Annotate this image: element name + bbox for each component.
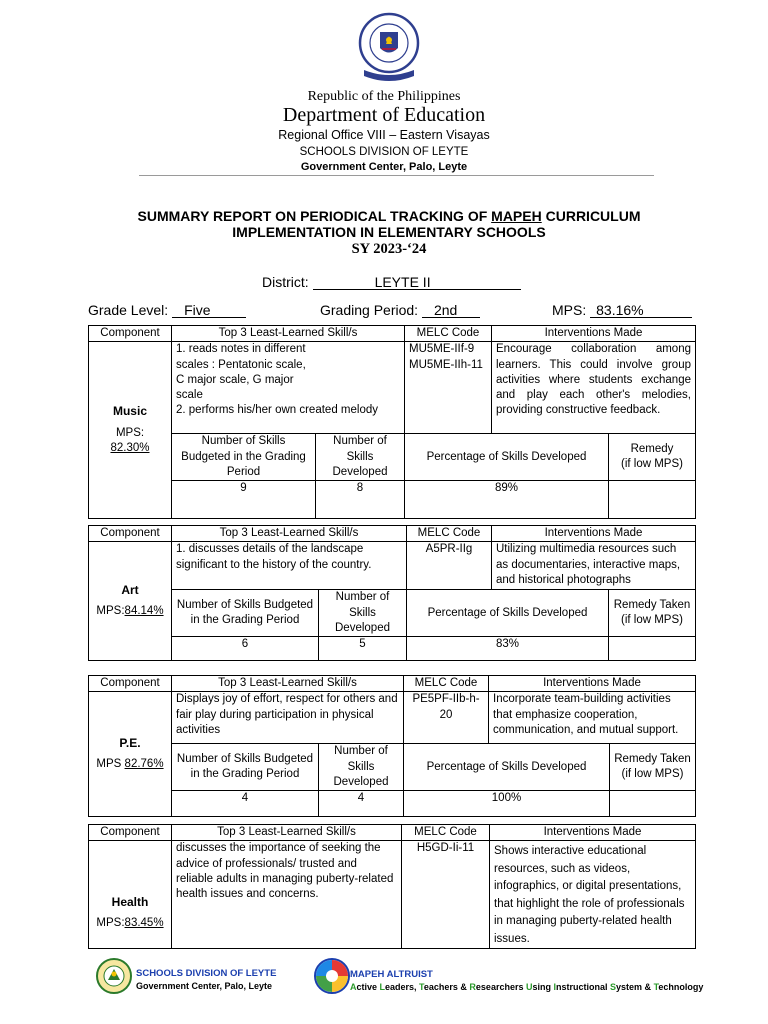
tagline-word: sing [532,982,554,992]
health-melc-cell: H5GD-Ii-11 [402,841,490,949]
component-header: Component [89,326,172,342]
remedy-header: Remedy (if low MPS) [609,434,696,481]
grade-level-field: Grade Level: Five [88,302,246,318]
art-mps: MPS:84.14% [96,605,164,618]
footer-altruist-title: MAPEH ALTRUIST [350,969,433,980]
health-component-cell [89,841,172,949]
tagline-initial: U [525,982,533,992]
footer-altruist-tagline [350,982,703,992]
report-title-line2: IMPLEMENTATION IN ELEMENTARY SCHOOLS [232,224,546,240]
grading-period-field: Grading Period: 2nd [320,302,480,318]
art-remedy [609,637,696,661]
interventions-header: Interventions Made [492,326,696,342]
percentage-header: Percentage of Skills Developed [405,434,609,481]
music-skills-row [89,342,696,434]
developed-header: Number of Skills Developed [316,434,405,481]
music-component-cell [89,342,172,519]
art-interventions-cell: Utilizing multimedia resources such as documentaries, interactive maps, and historical photographs [492,542,696,590]
footer-division-address: Government Center, Palo, Leyte [136,981,273,991]
pe-developed: 4 [319,791,404,817]
art-table [88,525,696,661]
tagline-word: esearchers [475,982,526,992]
grading-period-value: 2nd [422,302,480,318]
tagline-word: echnology [658,982,704,992]
tagline-initial: S [610,982,617,992]
tagline-word: ctive [356,982,380,992]
pe-interventions-cell: Incorporate team-building activities that emphasize cooperation, communication, and mutual support. [489,692,696,744]
schools-division-leyte-logo [96,958,132,994]
pe-table [88,675,696,817]
music-skills-cell: 1. reads notes in different scales : Pentatonic scale, C major scale, G major scale 2. performs his/her own created melody [172,342,405,434]
pe-name: P.E. [119,735,141,750]
music-mps-value: 82.30% [110,441,150,454]
overall-mps-value: 83.16% [590,302,692,318]
skills-header: Top 3 Least-Learned Skill/s [172,326,405,342]
pe-skills-cell: Displays joy of effort, respect for others and fair play during participation in physical activities [172,692,404,744]
tagline-initial: T [653,982,659,992]
tagline-initial: L [379,982,386,992]
tagline-initial: R [469,982,476,992]
health-skills-row [89,841,696,949]
art-developed: 5 [319,637,407,661]
pe-percentage: 100% [404,791,610,817]
tagline-word: ystem & [616,982,654,992]
report-title-line1: SUMMARY REPORT ON PERIODICAL TRACKING OF MAPEH CURRICULUM [137,208,641,224]
health-skills-cell: discusses the importance of seeking the advice of professionals/ trusted and reliable adults in managing puberty-related health issues and concerns. [172,841,402,949]
pe-counts-header-row: Number of Skills Budgeted in the Grading Period Number of Skills Developed Percentage of Skills Developed Remedy Taken (if low MPS) [89,744,696,791]
tagline-initial: A [350,982,357,992]
art-component-cell [89,542,172,661]
music-mps-label: MPS: [115,426,145,439]
music-name: Music [112,404,147,419]
art-skills-cell: 1. discusses details of the landscape significant to the history of the country. [172,542,407,590]
art-budgeted: 6 [172,637,319,661]
tagline-initial: I [553,982,556,992]
pe-skills-row [89,692,696,744]
health-mps: MPS:83.45% [96,916,164,929]
art-name: Art [121,582,139,597]
tagline-word: nstructional [556,982,611,992]
pe-component-cell [89,692,172,817]
department-name: Department of Education [282,104,486,126]
health-header-row: Component Top 3 Least-Learned Skill/s MELC Code Interventions Made [89,825,696,841]
music-melc-cell: MU5ME-IIf-9 MU5ME-IIh-11 [405,342,492,434]
melc-header: MELC Code [405,326,492,342]
art-melc-cell: A5PR-IIg [407,542,492,590]
deped-seal-logo [358,8,420,88]
regional-office: Regional Office VIII – Eastern Visayas [278,128,490,142]
music-header-row [89,326,696,342]
pe-counts-row [89,791,696,817]
grade-level-value: Five [172,302,246,318]
art-counts-header-row: Number of Skills Budgeted in the Grading Period Number of Skills Developed Percentage of Skills Developed Remedy Taken (if low MPS) [89,590,696,637]
school-year: SY 2023-‘24 [351,241,427,257]
pe-budgeted: 4 [172,791,319,817]
republic-text: Republic of the Philippines [307,89,461,104]
mapeh-altruist-logo [314,958,350,994]
music-budgeted: 9 [172,481,316,519]
music-table [88,325,696,519]
health-table [88,824,696,949]
art-skills-row [89,542,696,590]
health-name: Health [111,894,149,909]
tagline-word: eachers & [423,982,470,992]
pe-mps: MPS 82.76% [96,758,164,771]
division-address: Government Center, Palo, Leyte [300,161,468,173]
music-percentage: 89% [405,481,609,519]
music-remedy [609,481,696,519]
music-interventions-cell: Encourage collaboration among learners. This could involve group activities where students exchange and play each other's melodies, providing constructive feedback. [492,342,696,434]
budgeted-header: Number of Skills Budgeted in the Grading Period [172,434,316,481]
art-counts-row [89,637,696,661]
letterhead-divider [139,175,654,176]
music-counts-row [89,481,696,519]
district-field: District: LEYTE II [262,274,521,290]
art-header-row: Component Top 3 Least-Learned Skill/s MELC Code Interventions Made [89,526,696,542]
pe-header-row: Component Top 3 Least-Learned Skill/s MELC Code Interventions Made [89,676,696,692]
music-counts-header-row [89,434,696,481]
pe-remedy [610,791,696,817]
health-interventions-cell: Shows interactive educational resources, such as videos, infographics, or digital presentations, that highlight the role of professionals in managing puberty-related health issues. [490,841,696,949]
district-value: LEYTE II [313,274,521,290]
tagline-word: eaders, [385,982,420,992]
music-developed: 8 [316,481,405,519]
art-percentage: 83% [407,637,609,661]
pe-melc-cell: PE5PF-IIb-h-20 [404,692,489,744]
footer-division-name: SCHOOLS DIVISION OF LEYTE [136,968,277,979]
schools-division: SCHOOLS DIVISION OF LEYTE [299,146,469,158]
overall-mps-field: MPS: 83.16% [552,302,692,318]
tagline-initial: T [419,982,424,992]
